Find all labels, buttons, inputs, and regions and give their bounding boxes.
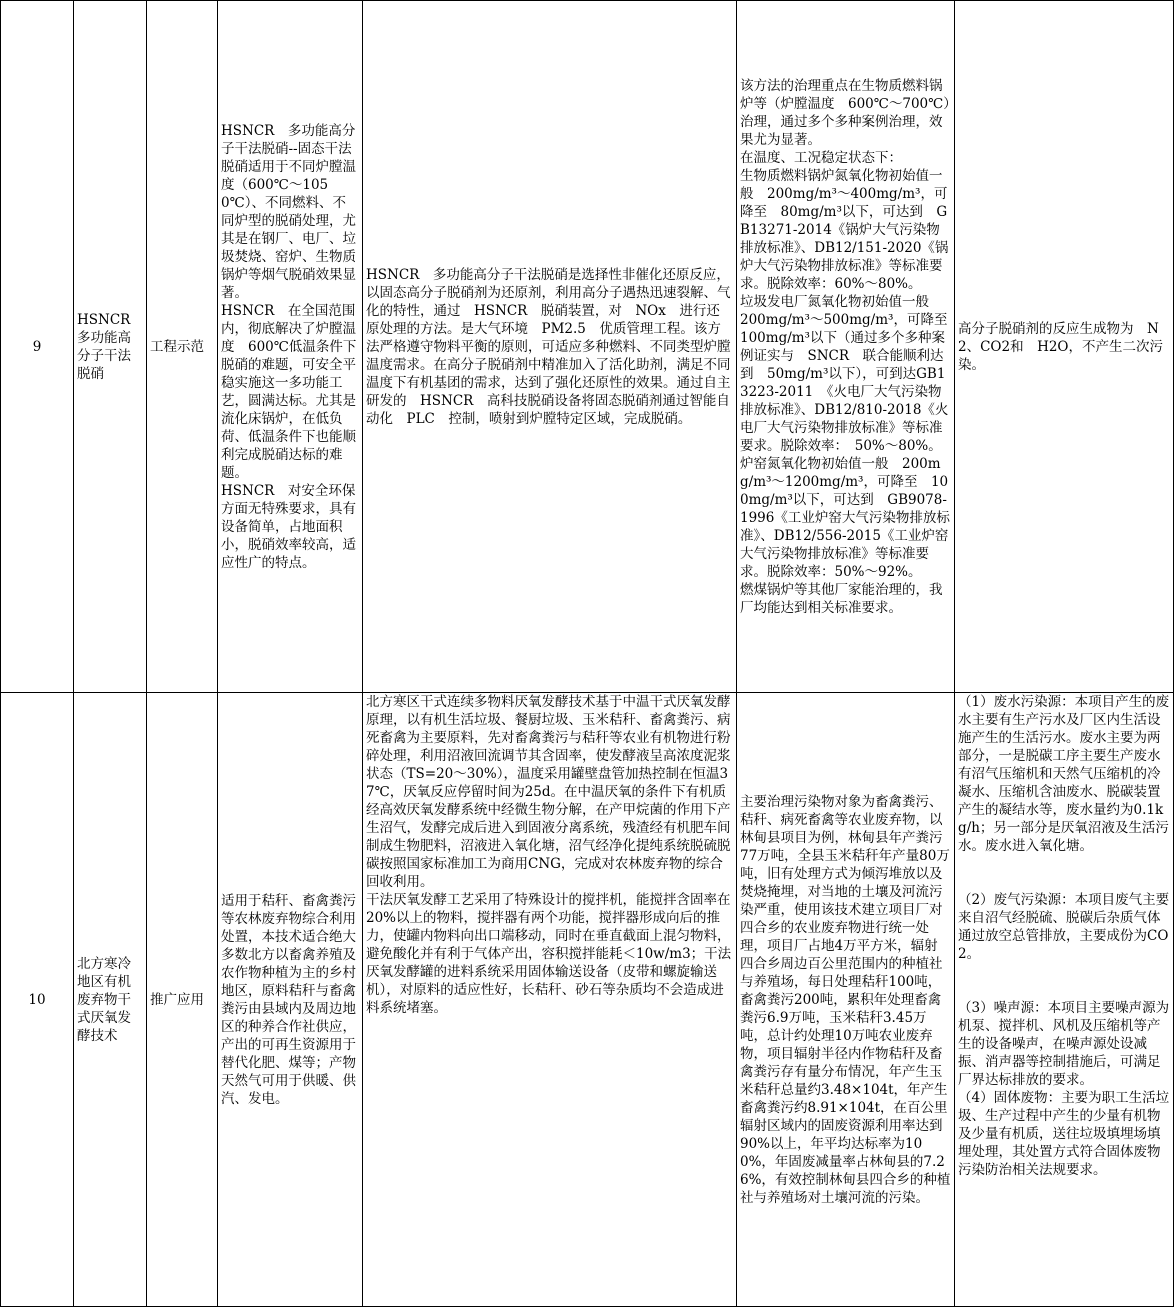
table-row <box>1 693 1174 1307</box>
treatment-effect: 主要治理污染物对象为畜禽粪污、秸秆、病死畜禽等农业废弃物，以林甸县项目为例，林甸县年产粪污77万吨，全县玉米秸秆年产量80万吨，旧有处理方式为倾泻堆放以及焚烧掩埋，对当地的土壤及河流污染严重，使用该技术建立项目厂对四合乡的农业废弃物进行统一处理，项目厂占地4万平方米，辐射四合乡周边百公里范围内的种植社与养殖场，每日处理秸秆100吨，畜禽粪污200吨，累积年处理畜禽粪污6.9万吨，玉米秸秆3.45万吨，总计约处理10万吨农业废弃物，项目辐射半径内作物秸秆及畜禽粪污存有量分布情况，年产生玉米秸秆总量约3.48×104t，年产生畜禽粪污约8.91×104t，在百公里辐射区域内的固废资源利用率达到90%以上，年平均达标率为100%，年固废减量率占林甸县的7.26%，有效控制林甸县四合乡的种植社与养殖场对土壤河流的污染。 <box>737 693 955 1307</box>
row-number: 9 <box>1 1 74 693</box>
secondary-pollution: 高分子脱硝剂的反应生成物为 N2、CO2和 H2O，不产生二次污染。 <box>955 1 1174 693</box>
technical-principle: HSNCR 多功能高分子干法脱硝是选择性非催化还原反应，以固态高分子脱硝剂为还原剂，利用高分子遇热迅速裂解、气化的特性，通过 HSNCR 脱硝装置，对 NOx 进行还原处理的方法。是大气环境 PM2.5 优质管理工程。该方法严格遵守物料平衡的原则，可适应多种燃料、不同类型炉膛温度需求。在高分子脱硝剂中精准加入了活化助剂，满足不同温度下有机基团的需求，达到了强化还原性的效果。通过自主研发的 HSNCR 高科技脱硝设备将固态脱硝剂通过智能自动化 PLC 控制，喷射到炉膛特定区域，完成脱硝。 <box>363 1 737 693</box>
application-scope: HSNCR 多功能高分子干法脱硝--固态干法脱硝适用于不同炉膛温度（600℃～1050℃）、不同燃料、不同炉型的脱硝处理，尤其是在钢厂、电厂、垃圾焚烧、窑炉、生物质锅炉等烟气脱硝效果显著。 HSNCR 在全国范围内，彻底解决了炉膛温度 600℃低温条件下脱硝的难题，可安全平稳实施这一多功能工艺，圆满达标。尤其是流化床锅炉，在低负荷、低温条件下也能顺利完成脱硝达标的难题。 HSNCR 对安全环保方面无特殊要求，具有设备简单，占地面积小，脱硝效率较高，适应性广的特点。 <box>218 1 363 693</box>
treatment-effect: 该方法的治理重点在生物质燃料锅炉等（炉膛温度 600℃～700℃）治理，通过多个多种案例治理，效果尤为显著。 在温度、工况稳定状态下： 生物质燃料锅炉氮氧化物初始值一般 200mg/m³～400mg/m³，可降至 80mg/m³以下，可达到 GB13271-2014《锅炉大气污染物排放标准》、DB12/151-2020《锅炉大气污染物排放标准》等标准要求。脱除效率：60%～80%。 垃圾发电厂氮氧化物初始值一般 200mg/m³～500mg/m³，可降至 100mg/m³以下（通过多个多种案例证实与 SNCR 联合能顺利达到 50mg/m³以下），可到达GB13223-2011 《火电厂大气污染物排放标准》、DB12/810-2018《火电厂大气污染物排放标准》等标准要求。脱除效率： 50%～80%。 炉窑氮氧化物初始值一般 200mg/m³～1200mg/m³，可降至 100mg/m³以下，可达到 GB9078-1996《工业炉窑大气污染物排放标准》、DB12/556-2015《工业炉窑大气污染物排放标准》等标准要求。脱除效率：50%～92%。 燃煤锅炉等其他厂家能治理的，我厂均能达到相关标准要求。 <box>737 1 955 693</box>
technology-name: HSNCR多功能高分子干法脱硝 <box>74 1 147 693</box>
technical-principle: 北方寒区干式连续多物料厌氧发酵技术基于中温干式厌氧发酵原理，以有机生活垃圾、餐厨垃圾、玉米秸秆、畜禽粪污、病死畜禽为主要原料，先对畜禽粪污与秸秆等农业有机物进行粉碎处理，利用沼液回流调节其含固率，使发酵液呈高浓度泥浆状态（TS=20～30%），温度采用罐壁盘管加热控制在恒温37℃，厌氧反应停留时间为25d。在中温厌氧的条件下有机质经高效厌氧发酵系统中经微生物分解，在产甲烷菌的作用下产生沼气，发酵完成后进入到固液分离系统，残渣经有机肥车间制成生物肥料，沼液进入氧化塘，沼气经净化提纯系统脱硫脱碳按照国家标准加工为商用CNG，完成对农林废弃物的综合回收利用。 干法厌氧发酵工艺采用了特殊设计的搅拌机，能搅拌含固率在20%以上的物料，搅拌器有两个功能，搅拌器形成向后的推力，使罐内物料向出口端移动，同时在垂直截面上混匀物料，避免酸化并有利于气体产出，容积搅拌能耗＜10w/m3；干法厌氧发酵罐的进料系统采用固体输送设备（皮带和螺旋输送机），对原料的适应性好，长秸秆、砂石等杂质均不会造成进料系统堵塞。 <box>363 693 737 1307</box>
table-row <box>1 1 1174 693</box>
row-number: 10 <box>1 693 74 1307</box>
technology-category: 推广应用 <box>147 693 218 1307</box>
secondary-pollution: （1）废水污染源：本项目产生的废水主要有生产污水及厂区内生活设施产生的生活污水。废水主要为两部分，一是脱碳工序主要生产废水有沼气压缩机和天然气压缩机的冷凝水、压缩机含油废水、脱碳装置产生的凝结水等，废水量约为0.1kg/h；另一部分是厌氧沼液及生活污水。废水进入氧化塘。 （2）废气污染源：本项目废气主要来自沼气经脱硫、脱碳后杂质气体通过放空总管排放，主要成份为CO2。 （3）噪声源：本项目主要噪声源为机泵、搅拌机、风机及压缩机等产生的设备噪声，在噪声源处设减振、消声器等控制措施后，可满足厂界达标排放的要求。 （4）固体废物：主要为职工生活垃圾、生产过程中产生的少量有机物及少量有机质，送往垃圾填埋场填埋处理，其处置方式符合固体废物污染防治相关法规要求。 <box>955 693 1174 1307</box>
technology-category: 工程示范 <box>147 1 218 693</box>
application-scope: 适用于秸秆、畜禽粪污等农林废弃物综合利用处置，本技术适合绝大多数北方以畜禽养殖及农作物种植为主的乡村地区，原料秸秆与畜禽粪污由县域内及周边地区的种养合作社供应，产出的可再生资源用于替代化肥、煤等；产物天然气可用于供暖、供汽、发电。 <box>218 693 363 1307</box>
technology-name: 北方寒冷地区有机废弃物干式厌氧发酵技术 <box>74 693 147 1307</box>
